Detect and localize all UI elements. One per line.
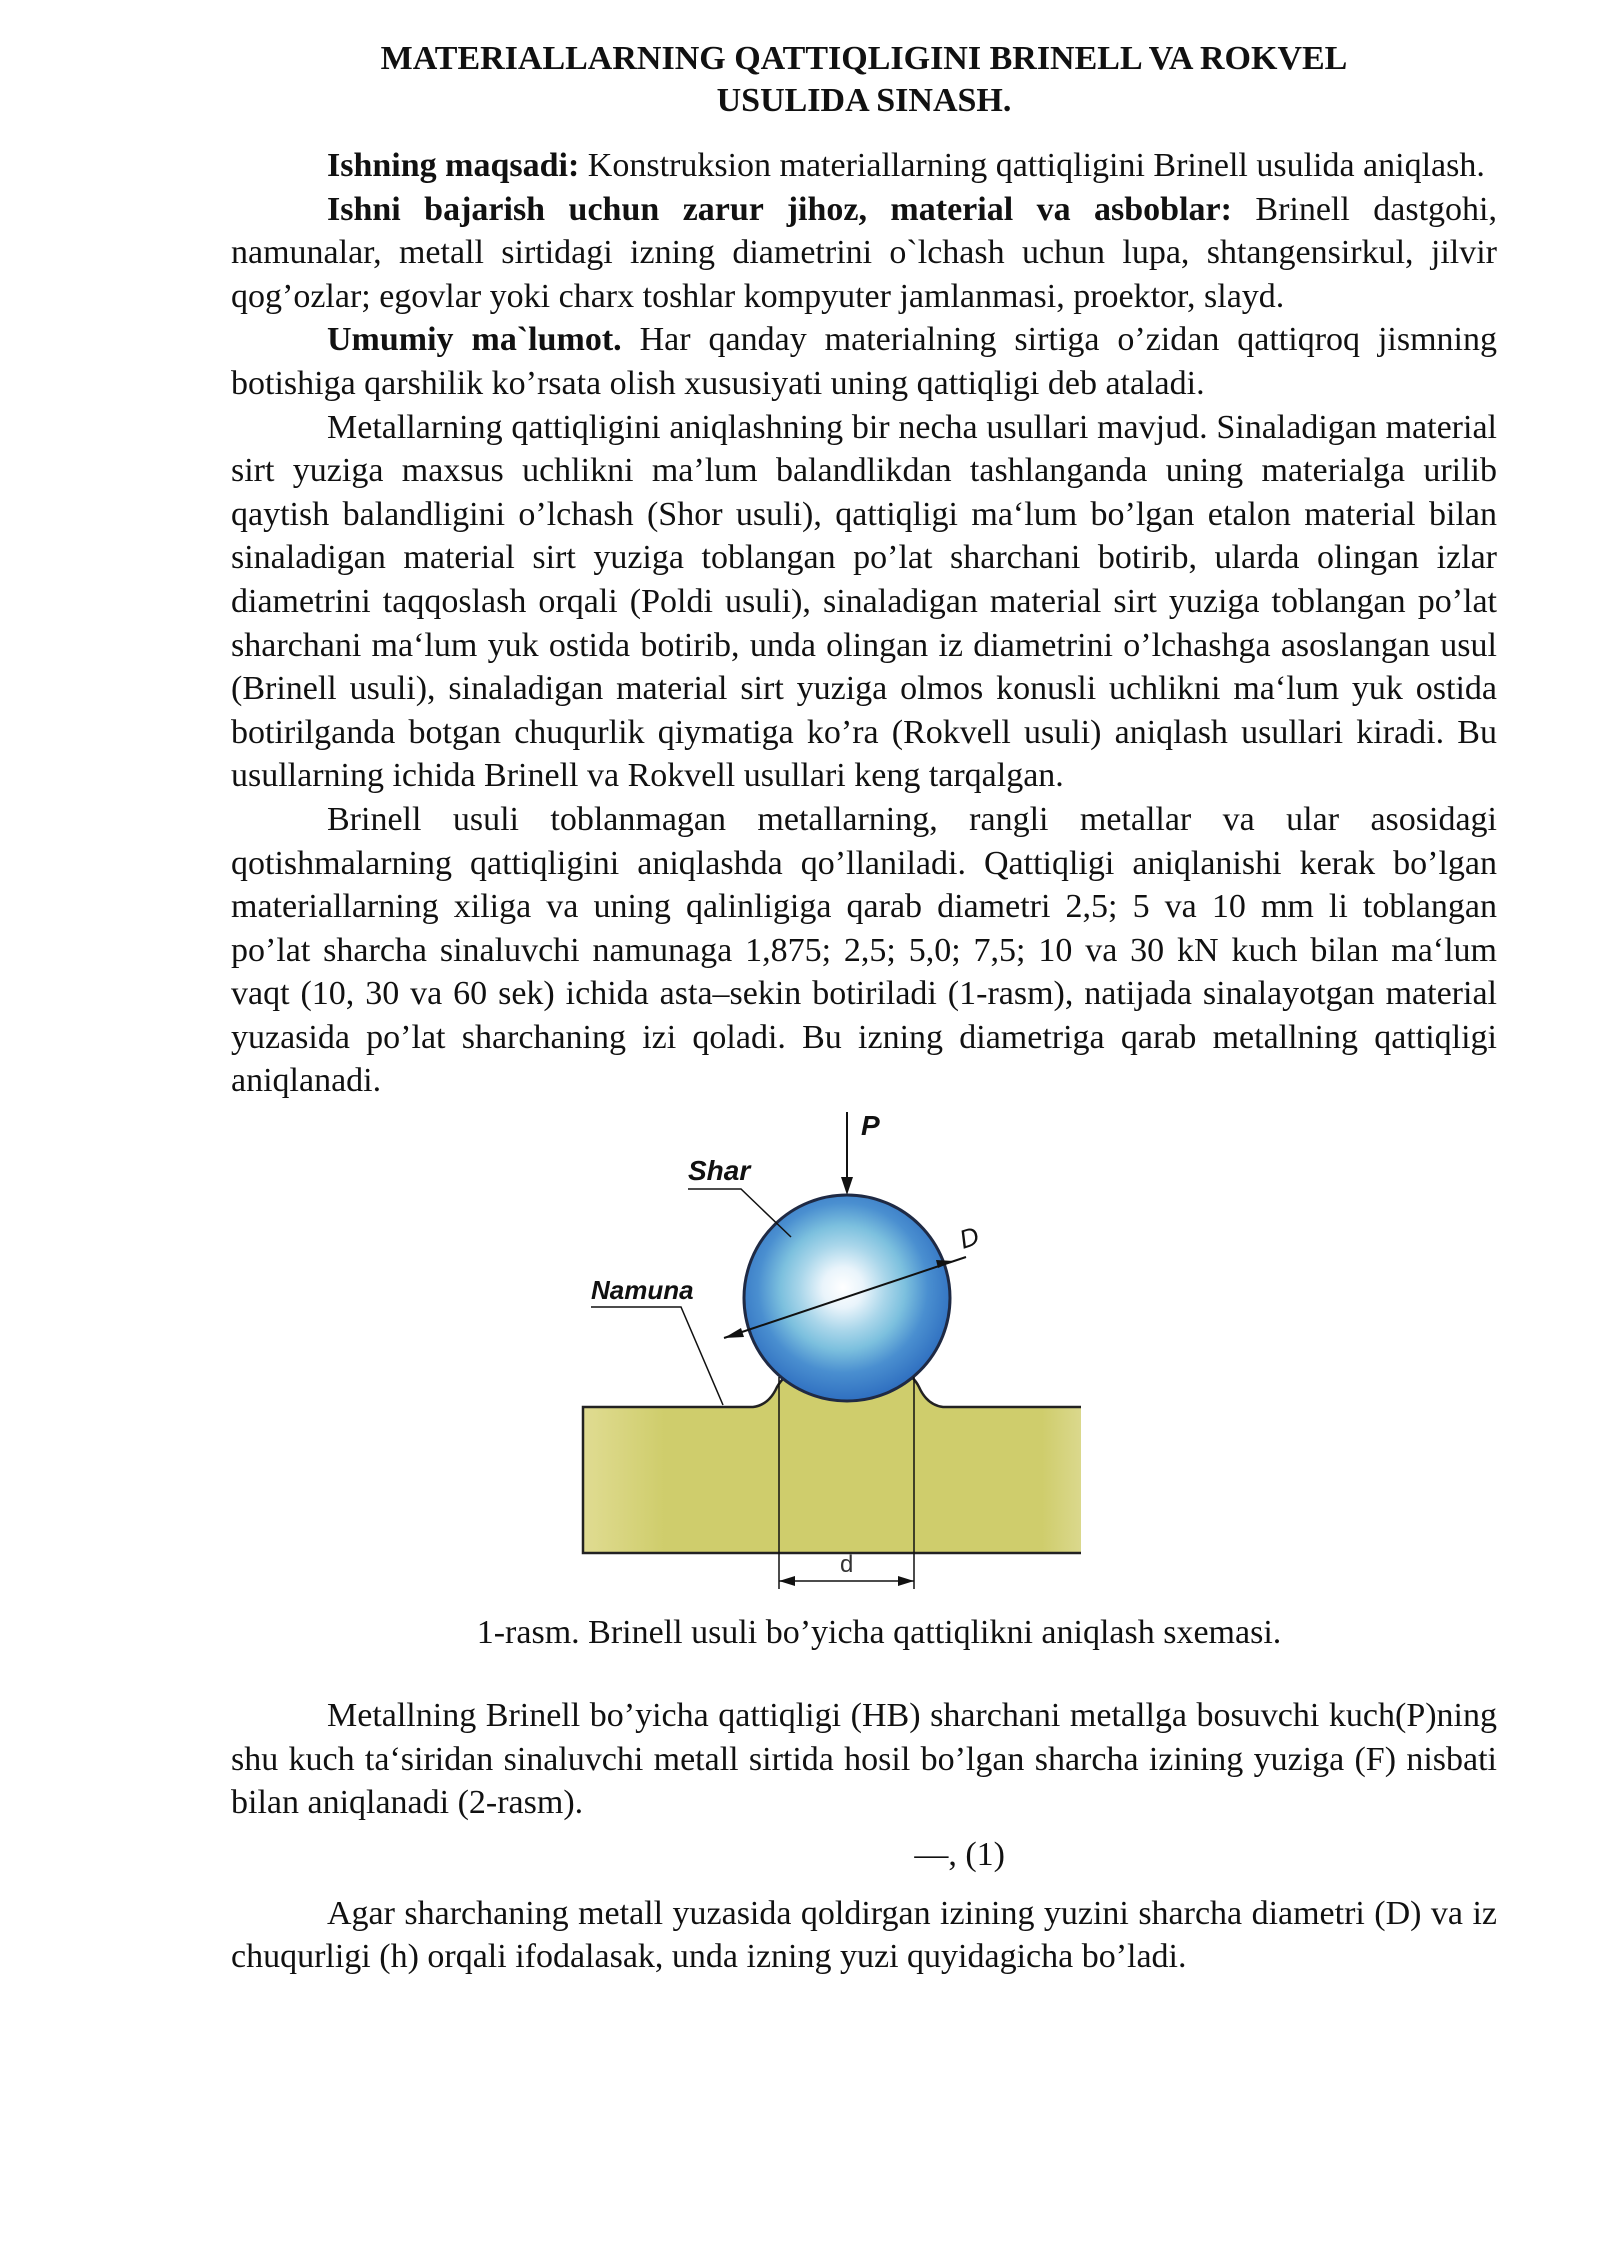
document-page [231, 38, 1497, 1979]
general-info-text: Har qanday materialning sirtiga o’zidan qattiqroq jismning botishiga qarshilik ko’rsata olish xususiyati uning qattiqligi deb ataladi. [231, 321, 1497, 402]
document-title [231, 38, 1497, 122]
label-D: D [955, 1220, 983, 1255]
equipment-heading: Ishni bajarish uchun zarur jihoz, material va asboblar: [327, 190, 1232, 228]
brinell-diagram [581, 1107, 1081, 1597]
d-arrow-right [898, 1576, 914, 1586]
equipment-text: Brinell dastgohi, namunalar, metall sirtidagi izning diametrini o`lchash uchun lupa, shtangensirkul, jilvir qog’ozlar; egovlar yoki charx toshlar kompyuter jamlanmasi, proektor, slayd. [231, 190, 1497, 315]
title-line-1: MATERIALLARNING QATTIQLIGINI BRINELL VA ROKVEL [380, 40, 1348, 77]
diameter-arrow-left [724, 1328, 744, 1338]
label-namuna: Namuna [591, 1275, 694, 1306]
force-arrow-head [841, 1177, 853, 1195]
figure-brinell-scheme [231, 1107, 1497, 1607]
paragraph-general-info [231, 318, 1497, 405]
steel-ball [744, 1195, 950, 1401]
general-info-heading: Umumiy ma`lumot. [327, 321, 622, 359]
paragraph-area-expression: Agar sharchaning metall yuzasida qoldirgan izining yuzini sharcha diametri (D) va iz chuqurligi (h) orqali ifodalasak, unda izning yuzi quyidagicha bo’ladi. [231, 1894, 1497, 1976]
paragraph-hb-definition: Metallning Brinell bo’yicha qattiqligi (HB) sharchani metallga bosuvchi kuch(P)ning shu kuch ta‘siridan sinaluvchi metall sirtida hosil bo’lgan sharcha izining yuziga (F) nisbati bilan aniqlanadi (2-rasm). [231, 1697, 1497, 1822]
purpose-heading: Ishning maqsadi: [327, 147, 580, 184]
paragraph-brinell-method: Brinell usuli toblanmagan metallarning, rangli metallar va ular asosidagi qotishmalarning qattiqligini aniqlashda qo’llaniladi. Qattiqligi aniqlanishi kerak bo’lgan materiallarning xiliga va uning qalinligiga qarab diametri 2,5; 5 va 10 mm li toblangan po’lat sharcha sinaluvchi namunaga 1,875; 2,5; 5,0; 7,5; 10 va 30 kN kuch bilan ma‘lum vaqt (10, 30 va 60 sek) ichida asta–sekin botiriladi (1-rasm), natijada sinalayotgan material yuzasida po’lat sharchaning izi qoladi. Bu izning diametriga qarab metallning qattiqligi aniqlanadi. [231, 800, 1497, 1100]
formula-1: —, (1) [914, 1835, 1005, 1873]
paragraph-purpose [231, 144, 1497, 188]
namuna-leader-line [591, 1307, 723, 1405]
paragraph-methods: Metallarning qattiqligini aniqlashning bir necha usullari mavjud. Sinaladigan material sirt yuziga maxsus uchlikni ma’lum balandlikdan tashlanganda uning materialga urilib qaytish balandligini o’lchash (Shor usuli), qattiqligi ma‘lum bo’lgan etalon material bilan sinaladigan material sirt yuziga toblangan po’lat sharchani botirib, ularda olingan izlar diametrini taqqoslash orqali (Poldi usuli), sinaladigan material sirt yuziga toblangan po’lat sharchani ma‘lum yuk ostida botirib, unda olingan iz diametrini o’lchashga asoslangan usul (Brinell usuli), sinaladigan material sirt yuziga olmos konusli uchlikni ma‘lum yuk ostida botirilganda botgan chuqurlik qiymatiga ko’ra (Rokvell usuli) aniqlash usullari kiradi. Bu usullarning ichida Brinell va Rokvell usullari keng tarqalgan. [231, 408, 1497, 795]
purpose-text: Konstruksion materiallarning qattiqligini Brinell usulida aniqlash. [579, 147, 1485, 184]
paragraph-equipment [231, 188, 1497, 319]
figure-caption: 1-rasm. Brinell usuli bo’yicha qattiqlikni aniqlash sxemasi. [476, 1614, 1282, 1652]
d-arrow-left [779, 1576, 795, 1586]
label-d: d [840, 1551, 854, 1579]
label-P: P [861, 1110, 880, 1142]
label-shar: Shar [688, 1155, 751, 1187]
title-line-2: USULIDA SINASH. [716, 82, 1012, 119]
